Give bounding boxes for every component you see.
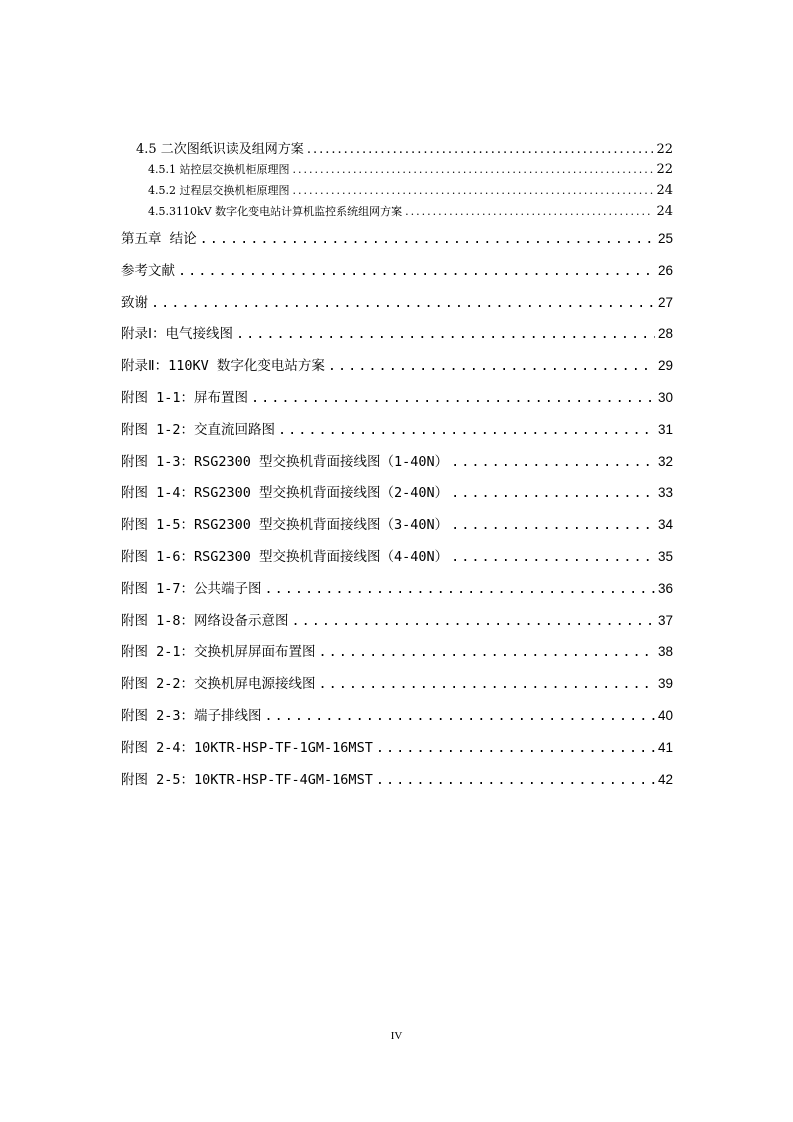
toc-entry <box>121 383 673 415</box>
toc-entry-page: 32 <box>657 453 673 469</box>
toc-leader-dots <box>151 295 655 311</box>
toc-entry-page: 25 <box>657 231 673 246</box>
toc-entry <box>121 256 673 288</box>
toc-entry <box>136 138 673 161</box>
toc-entry-page: 39 <box>657 676 673 692</box>
toc-leader-dots <box>251 390 655 406</box>
toc-entry-page: 24 <box>656 183 673 198</box>
toc-entry-page: 38 <box>657 644 673 660</box>
toc-leader-dots <box>292 613 655 629</box>
toc-entry-title: 附图 1-5：RSG2300 型交换机背面接线图（3-40N） <box>121 517 449 534</box>
toc-entry-page: 31 <box>657 421 673 437</box>
toc-entry-title: 4.5.2 过程层交换机柜原理图 <box>148 184 290 197</box>
toc-entry-title: 4.5 二次图纸识读及组网方案 <box>136 142 304 157</box>
toc-entry <box>121 637 673 669</box>
toc-entry-page: 36 <box>657 580 673 596</box>
toc-leader-dots <box>200 231 655 247</box>
toc-leader-dots <box>451 549 655 565</box>
toc-leader-dots <box>278 422 655 438</box>
toc-entry-title: 附图 1-1：屏布置图 <box>121 389 249 406</box>
toc-entry-page: 35 <box>657 548 673 564</box>
toc-entry-title: 附图 2-2：交换机屏电源接线图 <box>121 676 316 693</box>
toc-entry <box>121 510 673 542</box>
toc-entry-page: 41 <box>657 739 673 755</box>
toc-entry-title: 附图 2-4：10KTR-HSP-TF-1GM-16MST <box>121 739 373 756</box>
toc-entry <box>121 701 673 733</box>
toc-entry-title: 附图 2-3：端子排线图 <box>121 707 262 724</box>
toc-entry-title: 附图 1-2：交直流回路图 <box>121 421 276 438</box>
toc-entry <box>148 182 673 203</box>
toc-entry-title: 附图 1-4：RSG2300 型交换机背面接线图（2-40N） <box>121 485 449 502</box>
toc-entry-page: 40 <box>657 707 673 723</box>
toc-entry-title: 附录Ⅱ：110KV 数字化变电站方案 <box>121 358 325 375</box>
toc-entry <box>121 733 673 765</box>
toc-entry-page: 22 <box>656 162 673 177</box>
toc-entry <box>121 319 673 351</box>
toc-entry <box>121 351 673 383</box>
toc-leader-dots <box>376 740 655 756</box>
toc-entry-page: 24 <box>656 204 673 219</box>
toc-leader-dots <box>265 581 655 597</box>
toc-entry <box>121 669 673 701</box>
toc-entry-page: 37 <box>657 612 673 628</box>
toc-leader-dots <box>319 644 655 660</box>
toc-entry <box>121 542 673 574</box>
toc-entry-title: 附图 2-5：10KTR-HSP-TF-4GM-16MST <box>121 771 373 788</box>
toc-entry <box>121 574 673 606</box>
toc-entry-page: 27 <box>657 294 673 310</box>
toc-entry <box>148 203 673 224</box>
table-of-contents <box>0 138 793 796</box>
toc-entry-page: 30 <box>657 389 673 405</box>
toc-leader-dots <box>451 454 655 470</box>
toc-entry-title: 致谢 <box>121 294 148 311</box>
toc-entry-title: 参考文献 <box>121 262 175 279</box>
toc-entry <box>121 447 673 479</box>
toc-entry <box>121 606 673 638</box>
toc-entry-title: 附图 2-1：交换机屏屏面布置图 <box>121 644 316 661</box>
toc-entry-page: 29 <box>657 358 673 374</box>
toc-entry-title: 附图 1-7：公共端子图 <box>121 580 262 597</box>
toc-entry <box>121 415 673 447</box>
toc-entry-title: 附图 1-6：RSG2300 型交换机背面接线图（4-40N） <box>121 548 449 565</box>
toc-leader-dots <box>319 676 655 692</box>
toc-leader-dots <box>307 142 654 157</box>
toc-entry-title: 第五章 结论 <box>121 231 197 247</box>
toc-leader-dots <box>178 263 655 279</box>
toc-entry-page: 34 <box>657 517 673 533</box>
toc-entry-page: 28 <box>657 326 673 342</box>
toc-entry-page: 33 <box>657 485 673 501</box>
toc-entry <box>121 765 673 797</box>
toc-leader-dots <box>405 205 653 218</box>
toc-leader-dots <box>293 184 654 197</box>
toc-entry <box>121 288 673 320</box>
toc-leader-dots <box>328 358 655 374</box>
toc-leader-dots <box>451 517 655 533</box>
toc-entry-title: 附录Ⅰ：电气接线图 <box>121 326 233 343</box>
toc-entry-title: 4.5.1 站控层交换机柜原理图 <box>148 163 290 176</box>
toc-entry <box>121 224 673 256</box>
toc-leader-dots <box>376 772 655 788</box>
toc-leader-dots <box>236 326 655 342</box>
toc-entry-title: 4.5.3110kV 数字化变电站计算机监控系统组网方案 <box>148 205 403 218</box>
toc-entry-title: 附图 1-3：RSG2300 型交换机背面接线图（1-40N） <box>121 453 449 470</box>
toc-entry <box>148 161 673 182</box>
toc-leader-dots <box>451 485 655 501</box>
toc-entry-page: 22 <box>656 142 673 157</box>
toc-leader-dots <box>293 163 654 176</box>
page-number: IV <box>390 1030 403 1042</box>
toc-entry-page: 26 <box>657 262 673 278</box>
toc-entry-title: 附图 1-8：网络设备示意图 <box>121 612 289 629</box>
toc-entry <box>121 478 673 510</box>
toc-entry-page: 42 <box>657 771 673 787</box>
toc-leader-dots <box>265 708 655 724</box>
